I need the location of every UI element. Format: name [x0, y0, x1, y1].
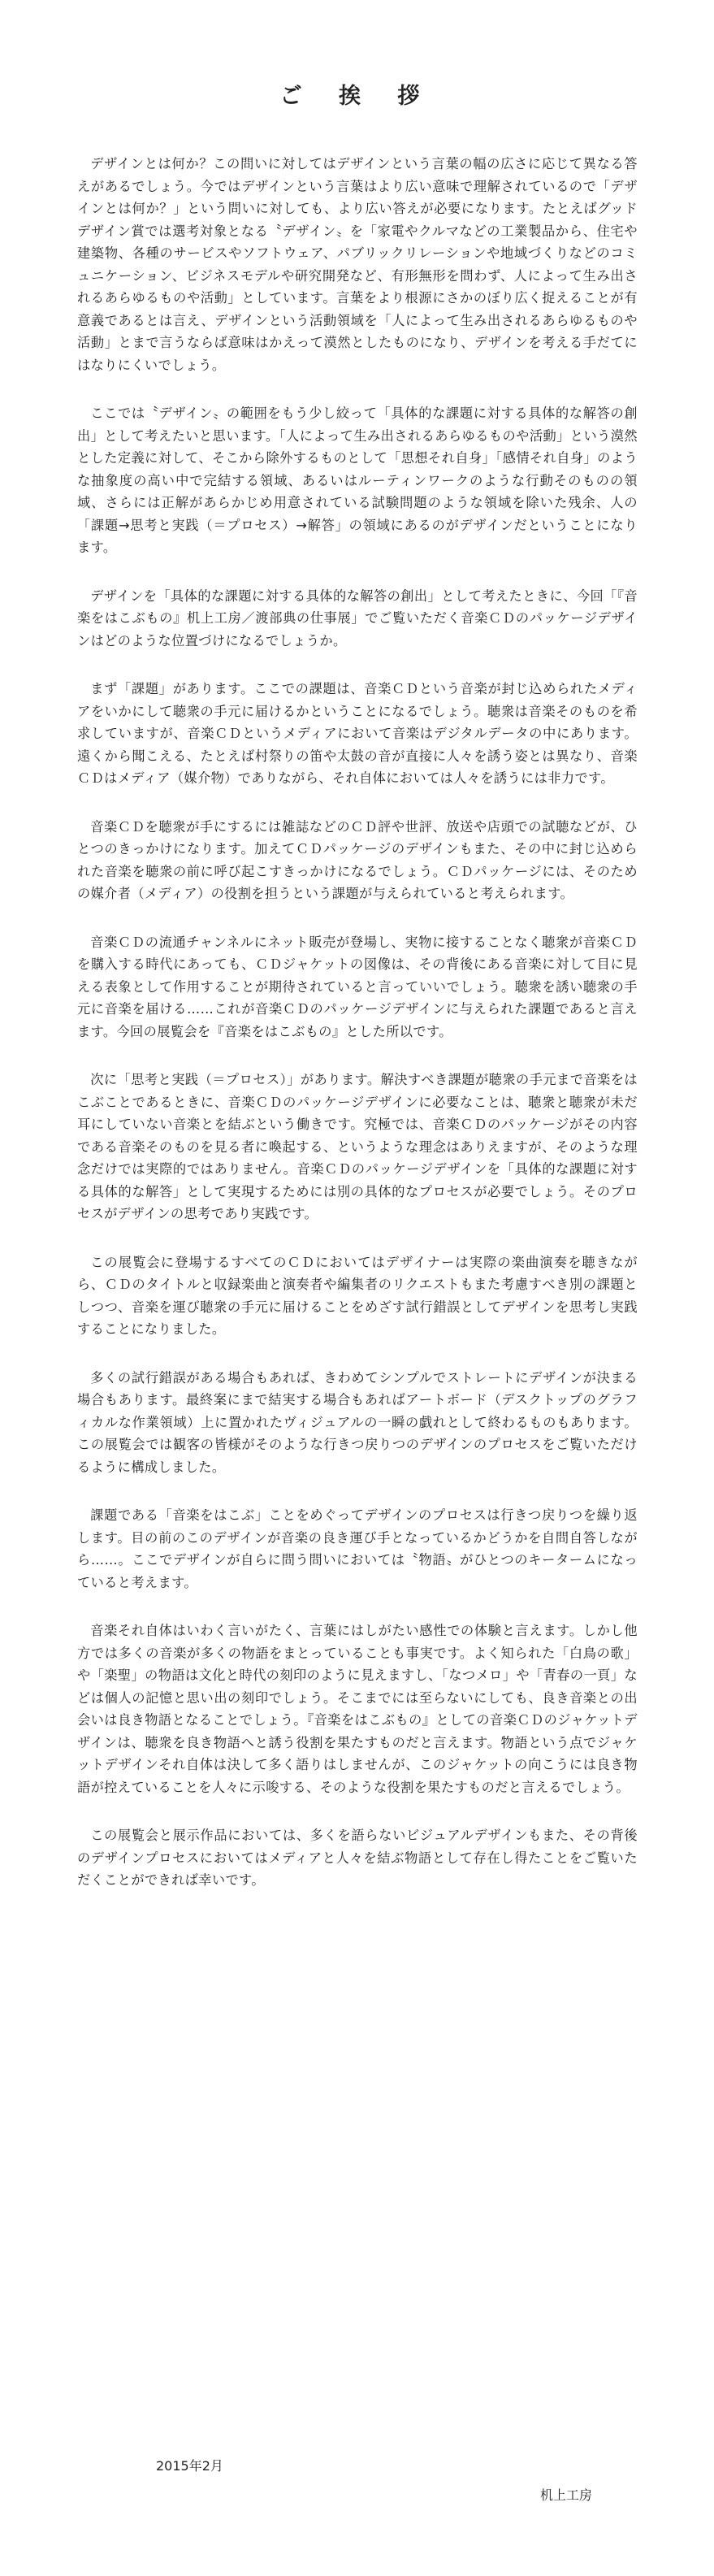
paragraph-1: デザインとは何か？この問いに対してはデザインという言葉の幅の広さに応じて異なる答えがあるでしょう。今ではデザインという言葉はより広い意味で理解されているので「デザインとは何か？」という問いに対しても、より広い答えが必要になります。たとえばグッドデザイン賞では選考対象となる〝デザイン〟を「家電やクルマなどの工業製品から、住宅や建築物、各種のサービスやソフトウェア、パブリックリレーションや地域づくりなどのコミュニケーション、ビジネスモデルや研究開発など、有形無形を問わず、人によって生み出されるあらゆるものや活動」としています。言葉をより根源にさかのぼり広く捉えることが有意義であるとは言え、デザインという活動領域を「人によって生み出されるあらゆるものや活動」とまで言うならば意味はかえって漠然としたものになり、デザインを考える手だてにはなりにくいでしょう。 [77, 156, 638, 373]
signature: 机上工房 [540, 2487, 593, 2503]
date-line: 2015年2月 [156, 2458, 223, 2474]
paragraph-5: 音楽ＣＤを聴衆が手にするには雑誌などのＣＤ評や世評、放送や店頭での試聴などが、ひとつのきっかけになります。加えてＣＤパッケージのデザインもまた、その中に封じ込められた音楽を聴衆の前に呼び起こすきっかけになるでしょう。ＣＤパッケージには、そのための媒介者（メディア）の役割を担うという課題が与えられていると考えられます。 [77, 818, 638, 901]
paragraph-11: 音楽それ自体はいわく言いがたく、言葉にはしがたい感性での体験と言えます。しかし他方では多くの音楽が多くの物語をまとっていることも事実です。よく知られた「白鳥の歌」や「楽聖」の物語は文化と時代の刻印のように見えますし、「なつメロ」や「青春の一頁」などは個人の記憶と思い出の刻印でしょう。そこまでには至らないにしても、良き音楽との出会いは良き物語となることでしょう。『音楽をはこぶもの』としての音楽ＣＤのジャケットデザインは、聴衆を良き物語へと誘う役割を果たすものだと言えます。物語という点でジャケットデザインそれ自体は決して多く語りはしませんが、このジャケットの向こうには良き物語が控えていることを人々に示唆する、そのような役割を果たすものだと言えるでしょう。 [77, 1623, 638, 1795]
paragraph-7: 次に「思考と実践（＝プロセス）」があります。解決すべき課題が聴衆の手元まで音楽をはこぶことであるときに、音楽ＣＤのパッケージデザインに必要なことは、聴衆と聴衆が未だ耳にしていない音楽とを結ぶという働きです。究極では、音楽ＣＤのパッケージがその内容である音楽そのものを見る者に喚起する、というような理念はありえますが、そのような理念だけでは実際的ではありません。音楽ＣＤのパッケージデザインを「具体的な課題に対する具体的な解答」として実現するためには別の具体的なプロセスが必要でしょう。そのプロセスがデザインの思考であり実践です。 [77, 1072, 638, 1221]
paragraph-12: この展覧会と展示作品においては、多くを語らないビジュアルデザインもまた、その背後のデザインプロセスにおいてはメディアと人々を結ぶ物語として存在し得たことをご覧いただくことができれば幸いです。 [77, 1828, 638, 1888]
paragraph-9: 多くの試行錯誤がある場合もあれば、きわめてシンプルでストレートにデザインが決まる場合もあります。最終案にまで結実する場合もあればアートボード（デスクトップのグラフィカルな作業領域）上に置かれたヴィジュアルの一瞬の戯れとして終わるものもあります。この展覧会では観客の皆様がそのような行きつ戻りつのデザインのプロセスをご覧いただけるように構成しました。 [77, 1369, 638, 1475]
paragraph-10: 課題である「音楽をはこぶ」ことをめぐってデザインのプロセスは行きつ戻りつを繰り返します。目の前のこのデザインが音楽の良き運び手となっているかどうかを自問自答しながら……。ここでデザインが自らに問う問いにおいては〝物語〟がひとつのキータームになっていると考えます。 [77, 1507, 638, 1590]
paragraph-3: デザインを「具体的な課題に対する具体的な解答の創出」として考えたときに、今回「『音楽をはこぶもの』机上工房／渡部典の仕事展」でご覧いただく音楽ＣＤのパッケージデザインはどのような位置づけになるでしょうか。 [77, 588, 638, 648]
page-title: ご 挨 拶 [279, 84, 435, 110]
paragraph-2: ここでは〝デザイン〟の範囲をもう少し絞って「具体的な課題に対する具体的な解答の創出」として考えたいと思います。「人によって生み出されるあらゆるものや活動」という漠然とした定義に対して、そこから除外するものとして「思想それ自身」「感情それ自身」のような抽象度の高い中で完結する領域、あるいはルーティンワークのような行動そのものの領域、さらには正解があらかじめ用意されている試験問題のような領域を除いた残余、人の「課題→思考と実践（＝プロセス）→解答」の領域にあるのがデザインだということになります。 [77, 405, 638, 555]
paragraph-6: 音楽ＣＤの流通チャンネルにネット販売が登場し、実物に接することなく聴衆が音楽ＣＤを購入する時代にあっても、ＣＤジャケットの図像は、その背後にある音楽に対して目に見える表象として作用することが期待されていると言っていいでしょう。聴衆を誘い聴衆の手元に音楽を届ける……これが音楽ＣＤのパッケージデザインに与えられた課題であると言えます。今回の展覧会を『音楽をはこぶもの』とした所以です。 [77, 934, 638, 1039]
paragraph-4: まず「課題」があります。ここでの課題は、音楽ＣＤという音楽が封じ込められたメディアをいかにして聴衆の手元に届けるかということになるでしょう。聴衆は音楽そのものを希求していますが、音楽ＣＤというメディアにおいて音楽はデジタルデータの中にあります。遠くから聞こえる、たとえば村祭りの笛や太鼓の音が直接に人々を誘う姿とは異なり、音楽ＣＤはメディア（媒介物）でありながら、それ自体においては人々を誘うには非力です。 [77, 681, 638, 786]
greeting-body [77, 153, 638, 1918]
paragraph-8: この展覧会に登場するすべてのＣＤにおいてはデザイナーは実際の楽曲演奏を聴きながら、ＣＤのタイトルと収録楽曲と演奏者や編集者のリクエストもまた考慮すべき別の課題としつつ、音楽を運び聴衆の手元に届けることをめざす試行錯誤としてデザインを思考し実践することになりました。 [77, 1254, 638, 1337]
